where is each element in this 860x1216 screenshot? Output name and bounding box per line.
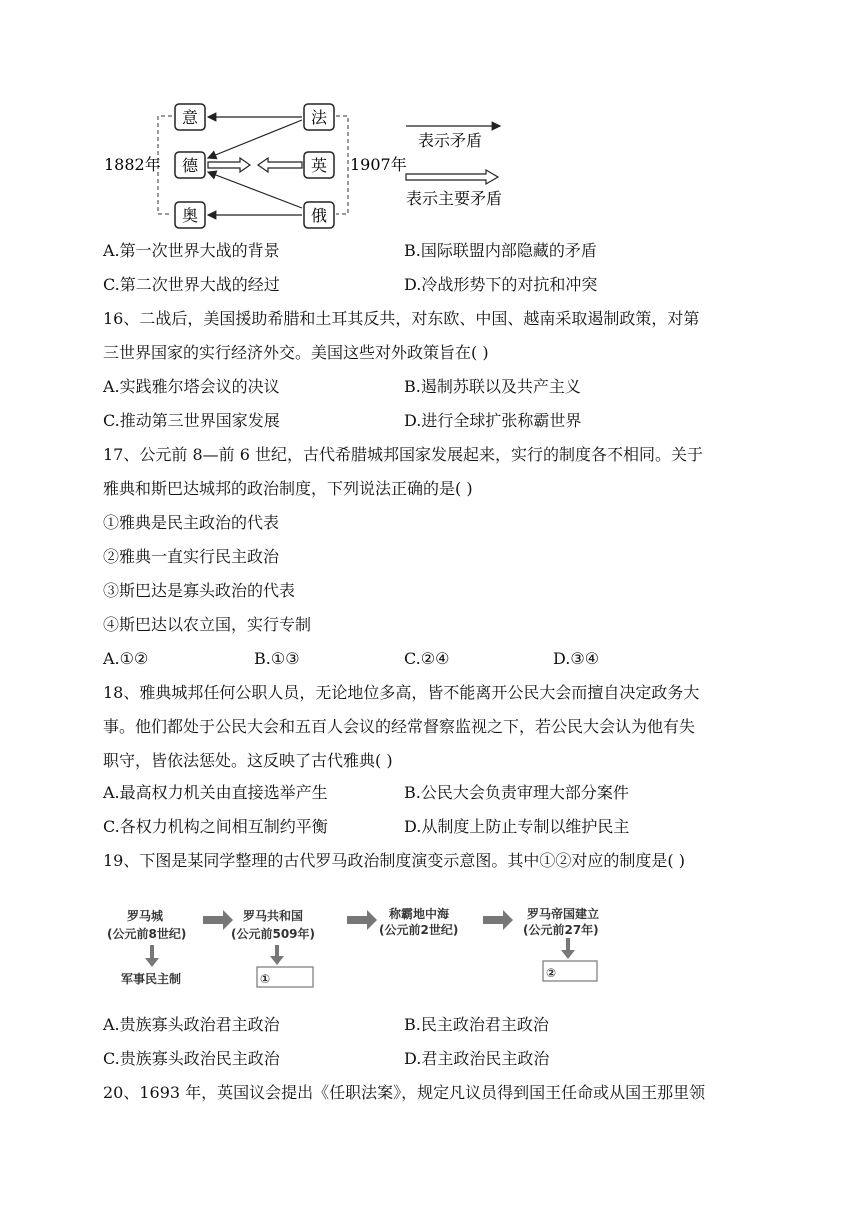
stage1-date: (公元前8世纪) [107,927,187,941]
q17-option-a: A.①② [103,649,149,668]
stage4-date: (公元前27年) [523,923,599,937]
q17-option-c: C.②④ [404,649,450,668]
node-italy [175,104,205,130]
q17-statement-3: ③斯巴达是寡头政治的代表 [103,581,296,600]
q15-option-b: B.国际联盟内部隐藏的矛盾 [404,241,597,260]
q16-stem-line1: 16、二战后，美国援助希腊和土耳其反共，对东欧、中国、越南采取遏制政策，对第 [103,309,700,328]
q19-option-b: B.民主政治君主政治 [404,1015,549,1034]
q18-option-c: C.各权力机构之间相互制约平衡 [103,817,328,836]
q16-option-a: A.实践雅尔塔会议的决议 [103,377,280,396]
q15-option-a: A.第一次世界大战的背景 [103,241,280,260]
q18-option-a: A.最高权力机关由直接选举产生 [103,783,328,802]
rome-evolution-diagram [105,900,625,995]
q16-option-c: C.推动第三世界国家发展 [103,411,280,430]
q15-option-d: D.冷战形势下的对抗和冲突 [404,275,598,294]
left-year: 1882年 [104,155,161,174]
q16-stem-line2: 三世界国家的实行经济外交。美国这些对外政策旨在( ) [103,343,489,362]
q17-stem-line2: 雅典和斯巴达城邦的政治制度，下列说法正确的是( ) [103,479,473,498]
q18-stem-line3: 职守，皆依法惩处。这反映了古代雅典( ) [103,751,393,770]
q17-option-b: B.①③ [254,649,300,668]
q19-option-a: A.贵族寡头政治君主政治 [103,1015,280,1034]
q19-option-c: C.贵族寡头政治民主政治 [103,1049,280,1068]
alliance-diagram [100,96,530,232]
legend-contradiction: 表示矛盾 [418,131,483,150]
q19-stem-line1: 19、下图是某同学整理的古代罗马政治制度演变示意图。其中①②对应的制度是( ) [103,851,685,870]
svg-text:法: 法 [311,108,328,127]
svg-text:英: 英 [311,156,328,175]
svg-text:奥: 奥 [182,206,199,225]
right-year: 1907年 [350,155,407,174]
q17-statement-1: ①雅典是民主政治的代表 [103,513,280,532]
stage3-title: 称霸地中海 [389,907,450,921]
stage2-result: ① [260,972,271,986]
q17-statement-2: ②雅典一直实行民主政治 [103,547,280,566]
stage2-date: (公元前509年) [231,927,316,941]
q19-option-d: D.君主政治民主政治 [404,1049,550,1068]
stage3-date: (公元前2世纪) [379,923,459,937]
legend-main-contradiction: 表示主要矛盾 [406,189,503,208]
q18-option-d: D.从制度上防止专制以维护民主 [404,817,630,836]
q18-stem-line1: 18、雅典城邦任何公职人员，无论地位多高，皆不能离开公民大会而擅自决定政务大 [103,683,700,702]
node-france [304,104,334,130]
stage4-result: ② [546,966,557,980]
q17-option-d: D.③④ [553,649,600,668]
q17-statement-4: ④斯巴达以农立国，实行专制 [103,615,312,634]
stage1-result: 军事民主制 [121,972,182,986]
stage4-title: 罗马帝国建立 [527,907,600,921]
q15-option-c: C.第二次世界大战的经过 [103,275,280,294]
q18-stem-line2: 事。他们都处于公民大会和五百人会议的经常督察监视之下，若公民大会认为他有失 [103,717,696,736]
stage2-title: 罗马共和国 [243,909,304,923]
node-russia [304,202,334,228]
q16-option-b: B.遏制苏联以及共产主义 [404,377,581,396]
svg-text:意: 意 [182,108,199,127]
svg-text:德: 德 [182,156,199,175]
q16-option-d: D.进行全球扩张称霸世界 [404,411,582,430]
stage1-title: 罗马城 [127,909,164,923]
node-britain [304,152,334,178]
node-germany [175,152,205,178]
q20-stem-line1: 20、1693 年，英国议会提出《任职法案》，规定凡议员得到国王任命或从国王那里领 [103,1083,706,1102]
q18-option-b: B.公民大会负责审理大部分案件 [404,783,629,802]
node-austria [175,202,205,228]
q17-stem-line1: 17、公元前 8—前 6 世纪，古代希腊城邦国家发展起来，实行的制度各不相同。关于 [103,445,703,464]
svg-text:俄: 俄 [311,206,328,225]
